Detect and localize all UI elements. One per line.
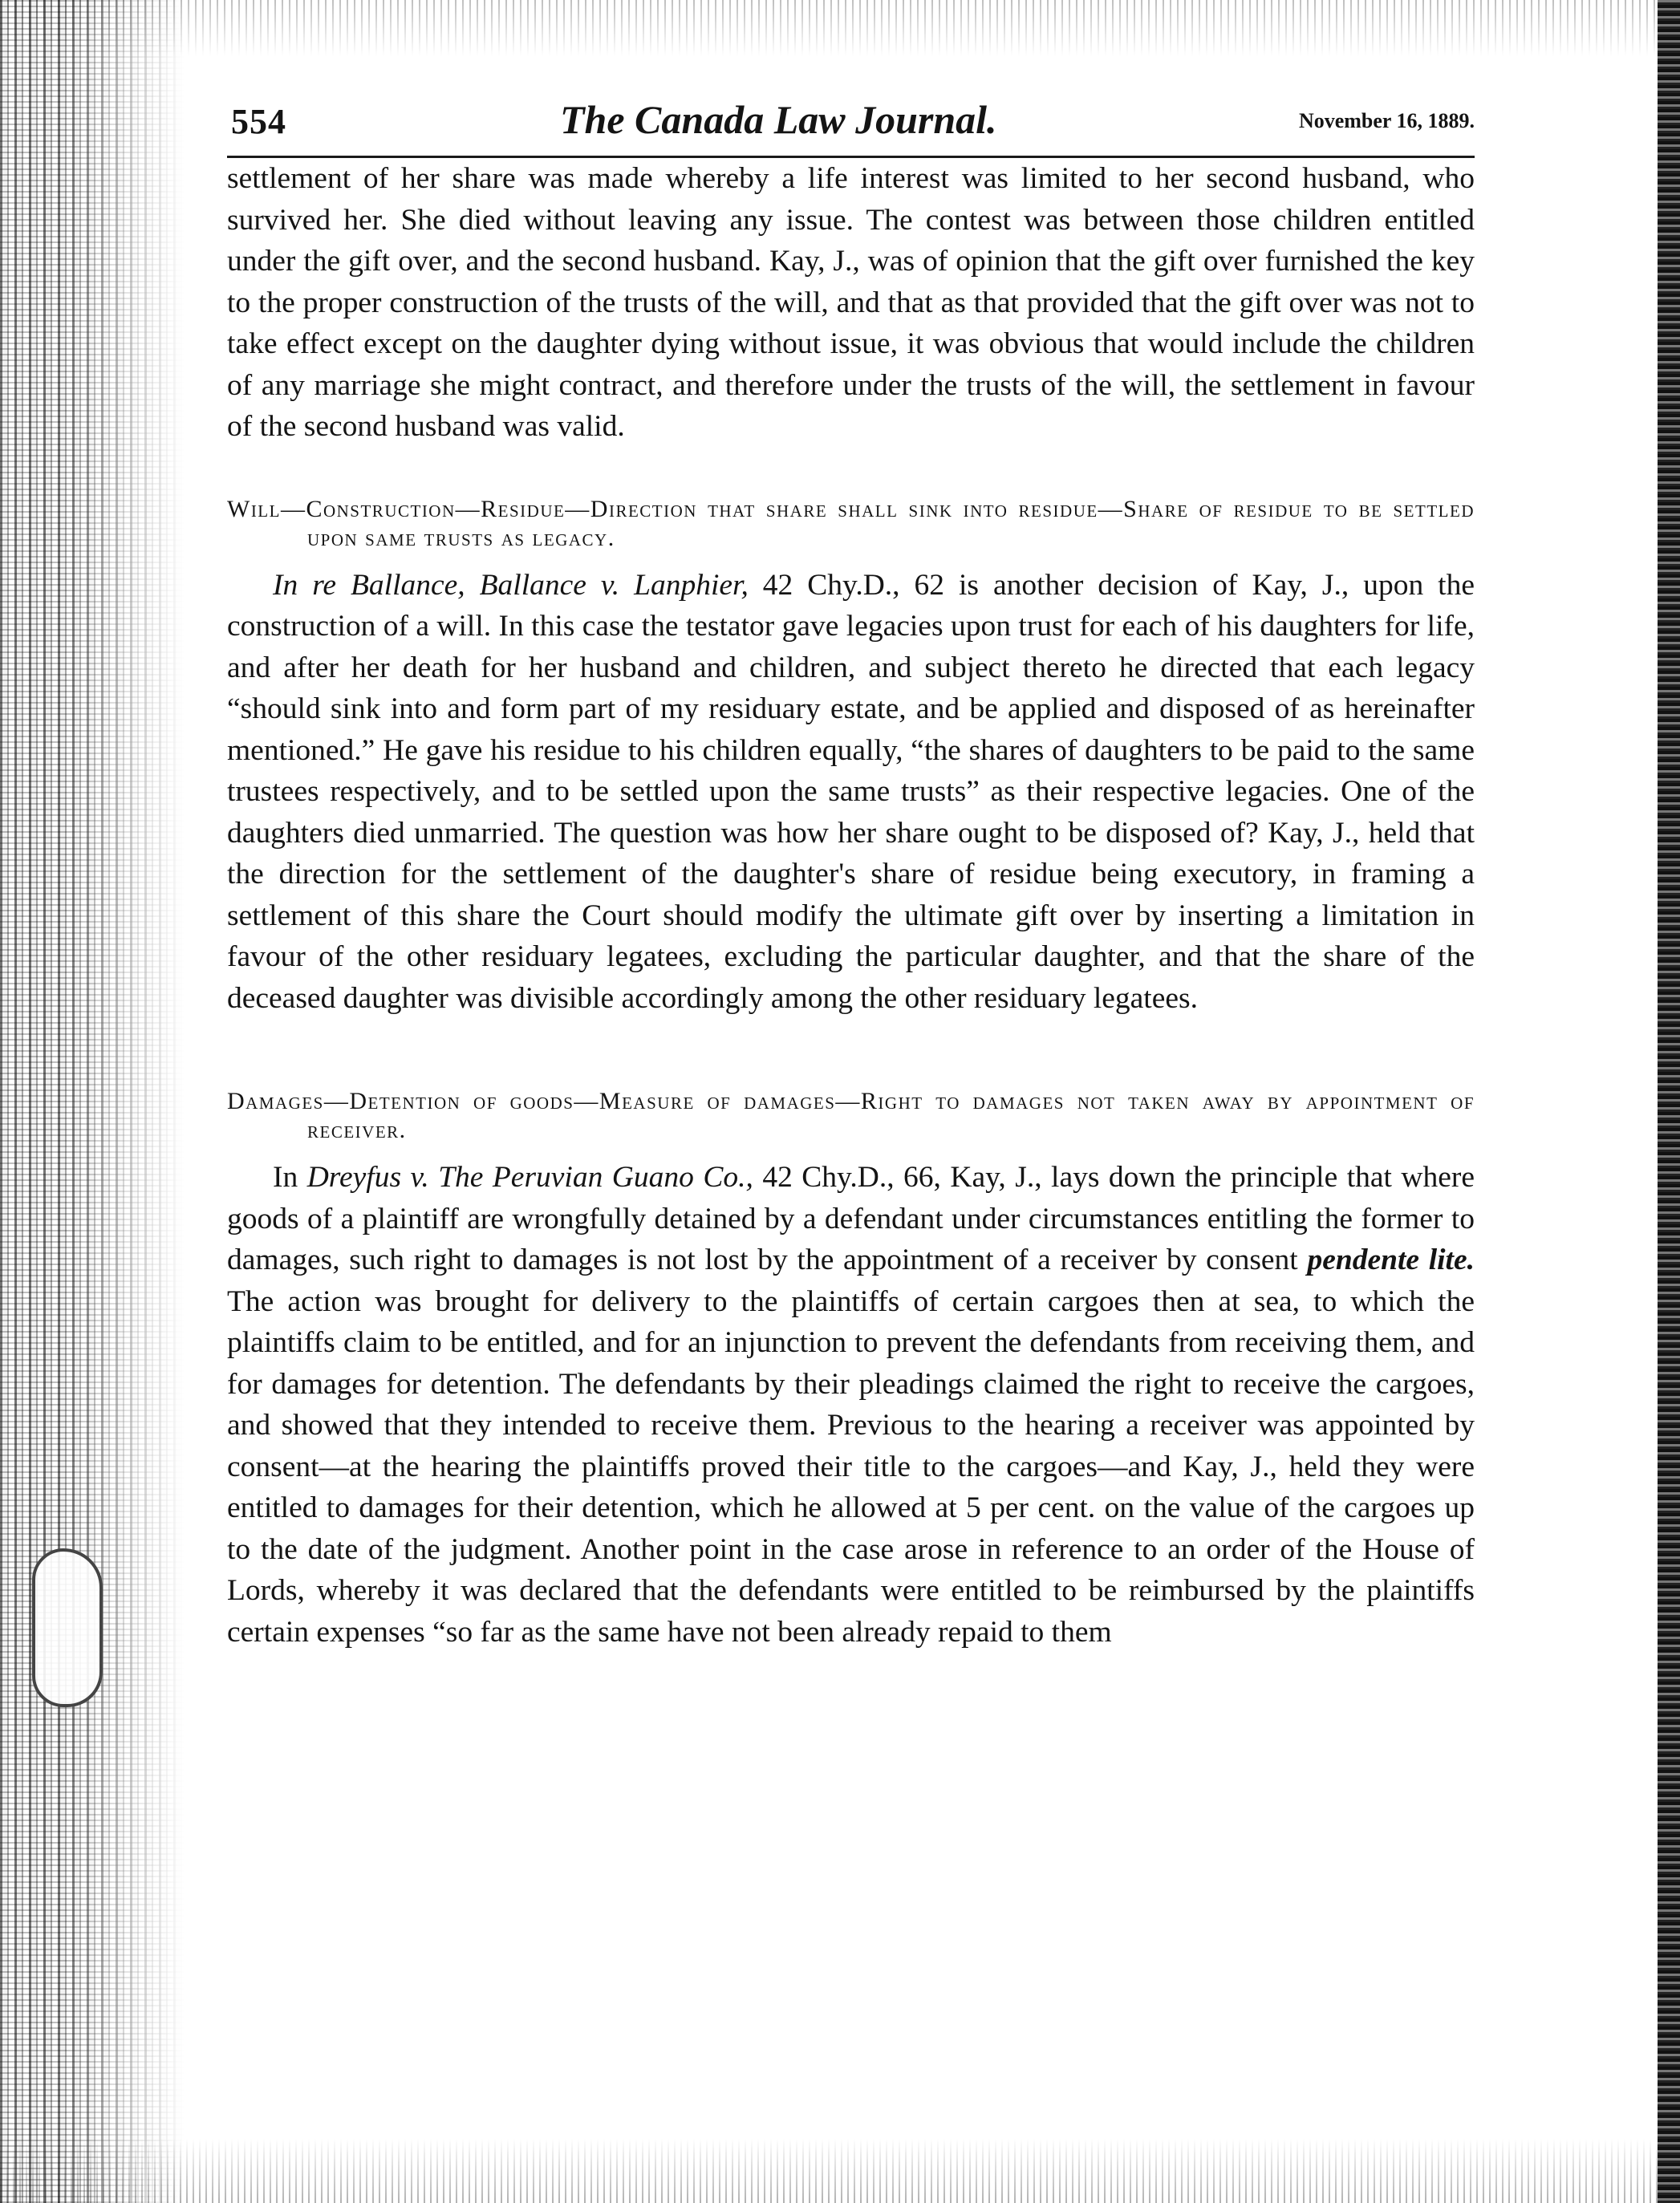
section-heading-will-construction [227,496,1475,554]
scan-right-edge [1658,0,1680,2203]
section-heading-damages [227,1088,1475,1146]
paragraph-intro: In [273,1161,307,1194]
heading-text: Damages—Detention of goods—Measure of damages—Right to damages not taken away by appointment of receiver. [227,1088,1475,1143]
journal-page [227,96,1475,1653]
paragraph-text: 42 Chy.D., 62 is another decision of Kay, J., upon the construction of a will. In this case the testator gave legacies upon trust for each of his daughters for life, and after her death for her husband and children, and subject thereto he directed that each legacy “should sink into and form part of my residuary estate, and be applied and disposed of as hereinafter mentioned.” He gave his residue to his children equally, “the shares of daughters to be paid to the same trustees respectively, and to be settled upon the same trusts” as their respective legacies. One of the daughters died unmarried. The question was how her share ought to be disposed of? Kay, J., held that the direction for the settlement of the daughter's share of residue being executory, in framing a settlement of this share the Court should modify the ultimate gift over by inserting a limitation in favour of the other residuary legatees, excluding the particular daughter, and that the share of the deceased daughter was divisible accordingly among the other residuary legatees. [227,568,1475,1015]
scan-bottom-edge [0,2139,1680,2203]
journal-title: The Canada Law Journal. [560,97,997,142]
issue-date: November 16, 1889. [1298,109,1475,132]
page-number: 554 [231,102,286,141]
paragraph-ballance [227,565,1475,1020]
scan-top-edge [0,0,1680,56]
case-name: In re Ballance, Ballance v. Lanphier, [273,568,749,602]
margin-pencil-mark [32,1548,103,1707]
scan-binding-edge [0,0,185,2203]
latin-phrase: pendente lite. [1307,1243,1475,1276]
paragraph-text-a: 42 Chy.D., 66, Kay, J., lays down the principle that where goods of a plaintiff are wrongfully detained by a defendant under circumstances entitling the former to damages, such right to damages is not lost by the appointment of a receiver by consent [227,1161,1475,1276]
heading-text: Will—Construction—Residue—Direction that share shall sink into residue—Share of residue to be settled upon same trusts as legacy. [227,495,1475,551]
running-head [227,96,1475,158]
paragraph-text-b: The action was brought for delivery to the plaintiffs of certain cargoes then at sea, to which the plaintiffs claim to be entitled, and for an injunction to prevent the defendants from receiving them, and for damages for detention. The defendants by their pleadings claimed the right to receive the cargoes, and showed that they intended to receive them. Previous to the hearing a receiver was appointed by consent—at the hearing the plaintiffs proved their title to the cargoes—and Kay, J., held they were entitled to damages for their detention, which he allowed at 5 per cent. on the value of the cargoes up to the date of the judgment. Another point in the case arose in reference to an order of the House of Lords, whereby it was declared that the defendants were entitled to be reimbursed by the plaintiffs certain expenses “so far as the same have not been already repaid to them [227,1284,1475,1649]
continuation-paragraph: settlement of her share was made whereby a life interest was limited to her second husband, who survived her. She died without leaving any issue. The contest was between those children entitled under the gift over, and the second husband. Kay, J., was of opinion that the gift over furnished the key to the proper construction of the trusts of the will, and that as that provided that the gift over was not to take effect except on the daughter dying without issue, it was obvious that would include the children of any marriage she might contract, and therefore under the trusts of the will, the settlement in favour of the second husband was valid. [227,162,1475,443]
paragraph-dreyfus [227,1157,1475,1653]
case-name: Dreyfus v. The Peruvian Guano Co., [306,1161,753,1194]
